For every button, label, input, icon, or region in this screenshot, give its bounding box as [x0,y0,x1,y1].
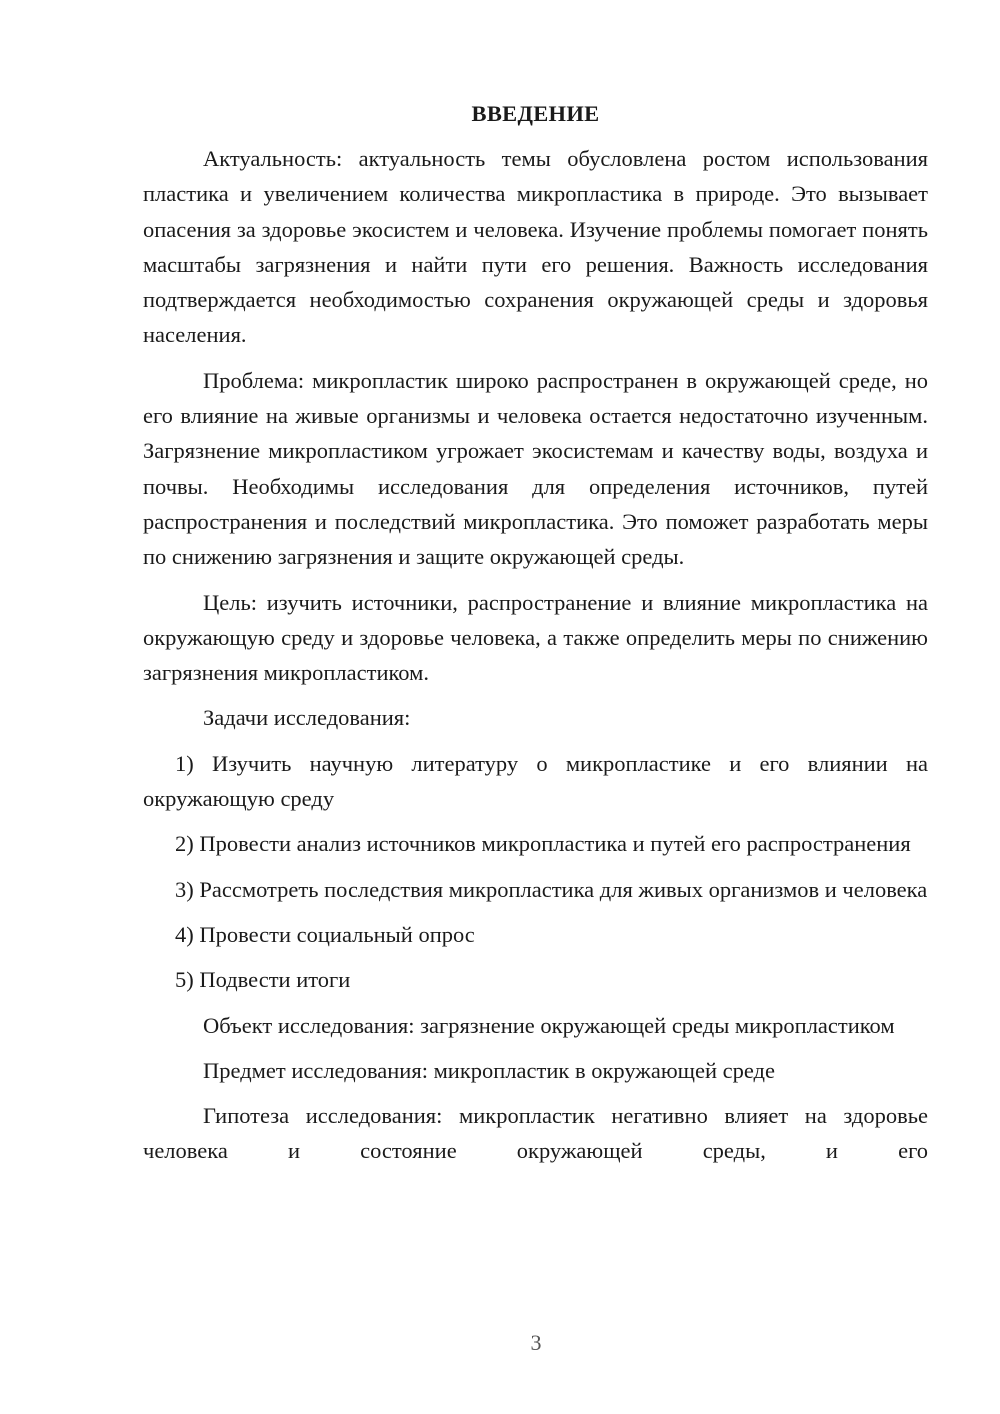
paragraph-problem: Проблема: микропластик широко распространен в окружающей среде, но его влияние на живые организмы и человека остается недостаточно изученным. Загрязнение микропластиком угрожает экосистемам и качеству воды, воздуха и почвы. Необходимы исследования для определения источников, путей распространения и последствий микропластика. Это поможет разработать меры по снижению загрязнения и защите окружающей среды. [143,367,928,570]
paragraph-hypothesis: Гипотеза исследования: микропластик негативно влияет на здоровье человека и состояние окружающей среды, и его [143,1103,928,1164]
paragraph-relevance: Актуальность: актуальность темы обусловлена ростом использования пластика и увеличением количества микропластика в природе. Это вызывает опасения за здоровье экосистем и человека. Изучение проблемы помогает понять масштабы загрязнения и найти пути его решения. Важность исследования подтверждается необходимостью сохранения окружающей среды и здоровья населения. [143,146,928,348]
document-page [143,96,928,1179]
task-item: 5) Подвести итоги [175,967,351,993]
task-item: 3) Рассмотреть последствия микропластика для живых организмов и человека [175,876,928,902]
task-item: 4) Провести социальный опрос [175,921,475,947]
paragraph-object: Объект исследования: загрязнение окружающей среды микропластиком [203,1012,895,1038]
paragraph-goal: Цель: изучить источники, распространение и влияние микропластика на окружающую среду и здоровье человека, а также определить меры по снижению загрязнения микропластиком. [143,589,928,686]
task-item: 2) Провести анализ источников микропластика и путей его распространения [175,831,911,857]
task-item: 1) Изучить научную литературу о микропластике и его влиянии на окружающую среду [143,750,928,812]
tasks-heading: Задачи исследования: [203,705,411,731]
page-number: 3 [530,1330,542,1355]
paragraph-subject: Предмет исследования: микропластик в окружающей среде [203,1057,775,1083]
section-title: ВВЕДЕНИЕ [471,101,600,126]
